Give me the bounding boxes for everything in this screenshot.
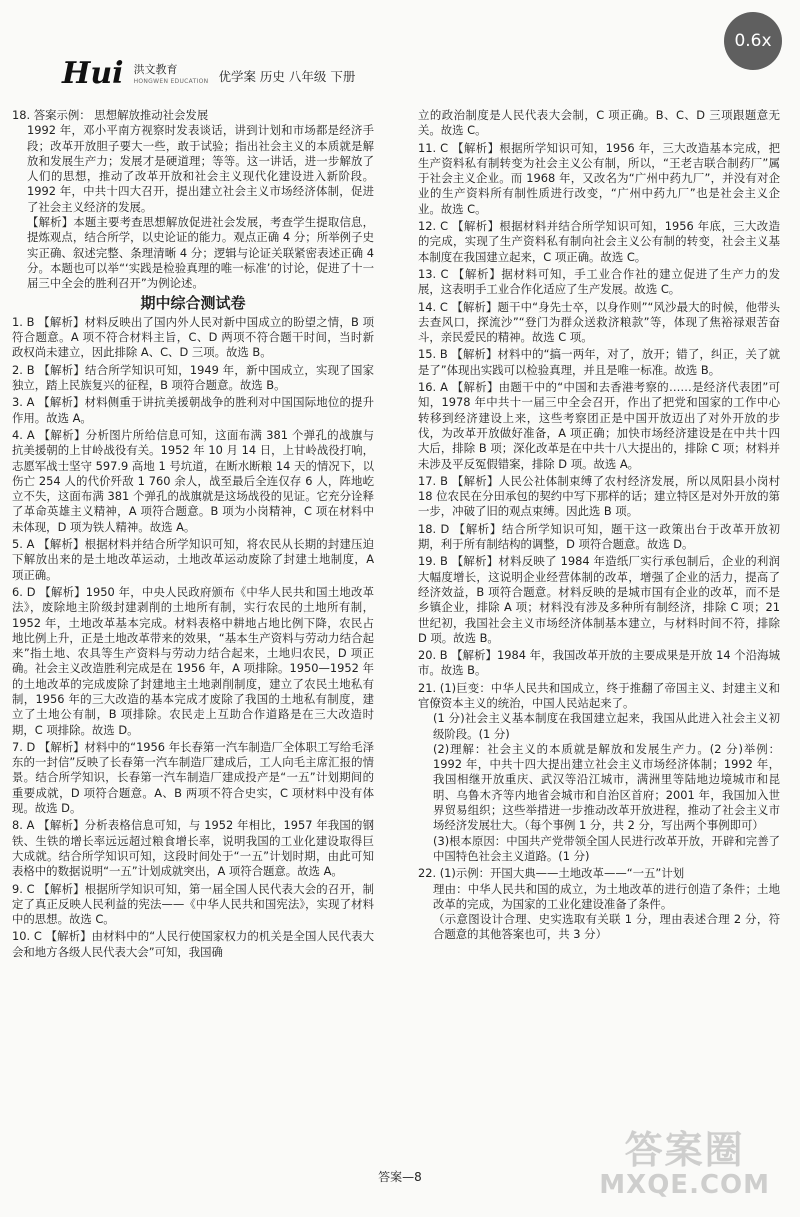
answer-item: 4. A 【解析】分析图片所给信息可知，这面布满 381 个弹孔的战旗与抗美援朝的上甘岭战役有关。1952 年 10 月 14 日，上甘岭战役打响，志愿军战士坚守 597.9 高地 1 号坑道，在断水断粮 14 天的情况下，以伤亡 254 人的代价歼敌 1 760 余人，战至最后全连仅存 6 人，阵地屹立不失，这面布满 381 个弹孔的战旗就是这场战役的见证。它充分诠释了革命英雄主义精神，A 项符合题意。B 项为小岗精神，C 项在材料中未体现，D 项为铁人精神。故选 A。 <box>12 427 374 534</box>
page-header <box>62 56 356 91</box>
section-title: 期中综合测试卷 <box>140 293 246 312</box>
brand-en: HONGWEN EDUCATION <box>133 78 209 85</box>
answer-item: 18. D 【解析】结合所学知识可知，题干这一政策出台于改革开放初期，利于所有制结构的调整，D 项符合题意。故选 D。 <box>418 521 780 552</box>
answer-item: 13. C 【解析】据材料可知，手工业合作社的建立促进了生产力的发展，这表明手工业合作化适应了生产发展。故选 C。 <box>418 266 780 297</box>
answer-22-line: 22. (1)示例：开国大典——土地改革——“一五”计划 <box>418 866 685 881</box>
answer-18-line: 1992 年，邓小平南方视察时发表谈话，讲到计划和市场都是经济手段；改革开放胆子要大一些，敢于试验；指出社会主义的本质就是解放和发展生产力；发展才是硬道理；等等。这一讲话，进一步解放了人们的思想，推动了改革开放和社会主义现代化建设进入新阶段。1992 年，中共十四大召开，提出建立社会主义市场经济体制，促进了社会主义经济的发展。 <box>27 123 374 214</box>
brand-name <box>134 64 209 88</box>
answer-item: 14. C 【解析】题干中“身先士卒，以身作则”“风沙最大的时候，他带头去查风口，探流沙”“登门为群众送救济粮款”等，体现了焦裕禄艰苦奋斗，亲民爱民的精神。故选 C 项。 <box>418 299 780 345</box>
answer-item: 9. C 【解析】根据所学知识可知，第一届全国人民代表大会的召开，制定了真正反映人民利益的宪法——《中华人民共和国宪法》，实现了材料中的思想。故选 C。 <box>12 881 374 927</box>
answer-item: 17. B 【解析】人民公社体制束缚了农村经济发展，所以凤阳县小岗村 18 位农民在分田承包的契约中写下那样的话；建立特区是对外开放的第一步，冲破了旧的观点束缚。因此选 B 项。 <box>418 473 780 519</box>
answer-22-line: 理由：中华人民共和国的成立，为土地改革的进行创造了条件；土地改革的完成，为国家的工业化建设准备了条件。 <box>433 881 780 911</box>
answer-21-line: (2)理解：社会主义的本质就是解放和发展生产力。(2 分)举例：1992 年，中共十四大提出建立社会主义市场经济体制；1992 年，我国相继开放重庆、武汉等沿江城市，满洲里等陆地边境城市和昆明、乌鲁木齐等内地省会城市和自治区首府；2001 年，我国加入世界贸易组织；这些举措进一步推动改革开放进程，推动了社会主义市场经济发展壮大。（每个事例 1 分，共 2 分，写出两个事例即可） <box>433 741 780 833</box>
brand-cn: 洪文教育 <box>133 63 178 76</box>
answer-18 <box>12 108 374 292</box>
answer-item: 1. B 【解析】材料反映出了国内外人民对新中国成立的盼望之情，B 项符合题意。A 项不符合材料主旨，C、D 两项不符合题干时间，当时新政权尚未建立，因此排除 A、C、D 三项。故选 B。 <box>12 314 374 360</box>
answer-21-line: (3)根本原因：中国共产党带领全国人民进行改革开放，开辟和完善了中国特色社会主义道路。(1 分) <box>433 833 780 863</box>
answer-21-line: (1 分)社会主义基本制度在我国建立起来，我国从此进入社会主义初级阶段。(1 分) <box>433 711 780 741</box>
left-column <box>12 108 374 962</box>
page-number: 答案—8 <box>378 1170 422 1184</box>
watermark-title: 答案圈 <box>624 1128 745 1172</box>
answer-item: 5. A 【解析】根据材料并结合所学知识可知，将农民从长期的封建压迫下解放出来的是土地改革运动，土地改革运动废除了封建土地制度，A 项正确。 <box>12 537 374 582</box>
answer-22 <box>418 866 780 942</box>
answer-18-line: 【解析】本题主要考查思想解放促进社会发展，考查学生提取信息，提炼观点，结合所学，以史论证的能力。观点正确 4 分；所举例子史实正确、叙述完整、条理清晰 4 分；逻辑与论证关联紧密表述正确 4 分。本题也可以举“‘实践是检验真理的唯一标准’的讨论，促进了十一届三中全会的胜利召开”为例论述。 <box>27 215 374 291</box>
answer-item: 16. A 【解析】由题干中的“中国和去香港考察的……是经济代表团”可知，1978 年中共十一届三中全会召开，作出了把党和国家的工作中心转移到经济建设上来，这些考察团正是中国开放迈出了对外开放的步伐，为改革开放做好准备，A 项正确；加快市场经济建设是在中共十四大后，排除 B 项；深化改革是在中共十八大提出的，排除 C 项；材料并未涉及平反冤假错案，排除 D 项。故选 A。 <box>418 380 780 471</box>
answer-item: 7. D 【解析】材料中的“1956 年长春第一汽车制造厂全体职工写给毛泽东的一封信”反映了长春第一汽车制造厂建成后，工人向毛主席汇报的情景。结合所学知识，长春第一汽车制造厂建成投产是“一五”计划期间的重要成就，D 项符合题意。A、B 两项不符合史实，C 项材料中没有体现。故选 D。 <box>12 739 374 816</box>
site-watermark <box>599 1130 770 1200</box>
answer-item: 11. C 【解析】根据所学知识可知，1956 年，三大改造基本完成，把生产资料私有制转变为社会主义公有制，所以，“王老吉联合制药厂”属于社会主义企业。而 1968 年，又改名为“广州中药九厂”，并没有对企业的生产资料所有制性质进行改变，“广州中药九厂”也是社会主义企业。故选 C。 <box>418 140 780 216</box>
right-column <box>418 108 780 945</box>
answer-item: 8. A 【解析】分析表格信息可知，与 1952 年相比，1957 年我国的钢铁、生铁的增长率远远超过粮食增长率，说明我国的工业化建设取得巨大成就。结合所学知识可知，这段时间处于“一五”计划时期，由此可知表格中的数据说明“一五”计划成就突出，A 项符合题意。故选 A。 <box>12 818 374 879</box>
answer-item: 2. B 【解析】结合所学知识可知，1949 年，新中国成立，实现了国家独立，踏上民族复兴的征程，B 项符合题意。故选 B。 <box>12 362 374 393</box>
answer-21 <box>418 681 780 865</box>
answer-item: 15. B 【解析】材料中的“搞一两年，对了，放开；错了，纠正，关了就是了”体现出实践可以检验真理，并且是唯一标准。故选 B。 <box>418 347 780 377</box>
zoom-level-badge[interactable]: 0.6x <box>724 12 782 70</box>
answer-18-line: 18. 答案示例： 思想解放推动社会发展 <box>12 108 209 122</box>
watermark-domain: MXQE.COM <box>599 1170 770 1200</box>
answer-item: 10. C 【解析】由材料中的“人民行使国家权力的机关是全国人民代表大会和地方各级人民代表大会”可知，我国确 <box>12 929 374 959</box>
publisher-logo: Hui <box>62 56 124 91</box>
answer-item: 20. B 【解析】1984 年，我国改革开放的主要成果是开放 14 个沿海城市。故选 B。 <box>418 648 780 678</box>
answer-item: 6. D 【解析】1950 年，中央人民政府颁布《中华人民共和国土地改革法》，废除地主阶级封建剥削的土地所有制，实行农民的土地所有制，1952 年，土地改革基本完成。材料表格中耕地占地比例下降，农民占地比例上升，正是土地改革带来的效果，“基本生产资料与劳动力结合起来”指土地、农具等生产资料与劳动力结合起来，土地归农民，D 项正确。社会主义改造胜利完成是在 1956 年，A 项排除。1950—1952 年的土地改革的完成废除了封建地主土地剥削制度，建立了农民土地私有制，1956 年的三大改造的基本完成才废除了我国的土地私有制度，建立了土地公有制，B 项排除。农民走上互助合作道路是在三大改造时期，C 项排除。故选 D。 <box>12 584 374 737</box>
answer-item: 12. C 【解析】根据材料并结合所学知识可知，1956 年底，三大改造的完成，实现了生产资料私有制向社会主义公有制的转变，社会主义基本制度在我国建立起来，C 项正确。故选 C。 <box>418 219 780 264</box>
answer-item: 19. B 【解析】材料反映了 1984 年造纸厂实行承包制后，企业的利润大幅度增长，这说明企业经营体制的改革，增强了企业的活力，提高了经济效益，B 项符合题意。材料反映的是城市国有企业的改革，而不是乡镇企业，排除 A 项；材料没有涉及多种所有制经济，排除 C 项；21 世纪初，我国社会主义市场经济体制基本建立，与材料时间不符，排除 D 项。故选 B。 <box>418 554 780 645</box>
answer-21-line: 21. (1)巨变：中华人民共和国成立，终于推翻了帝国主义、封建主义和官僚资本主义的统治，中国人民站起来了。 <box>418 680 780 710</box>
book-title: 优学案 历史 八年级 下册 <box>218 69 356 84</box>
answer-22-line: （示意图设计合理、史实选取有关联 1 分，理由表述合理 2 分，符合题意的其他答案也可，共 3 分） <box>433 912 780 942</box>
answer-item: 立的政治制度是人民代表大会制，C 项正确。B、C、D 三项跟题意无关。故选 C。 <box>418 108 780 138</box>
answer-item: 3. A 【解析】材料侧重于讲抗美援朝战争的胜利对中国国际地位的提升作用。故选 A。 <box>12 395 374 425</box>
